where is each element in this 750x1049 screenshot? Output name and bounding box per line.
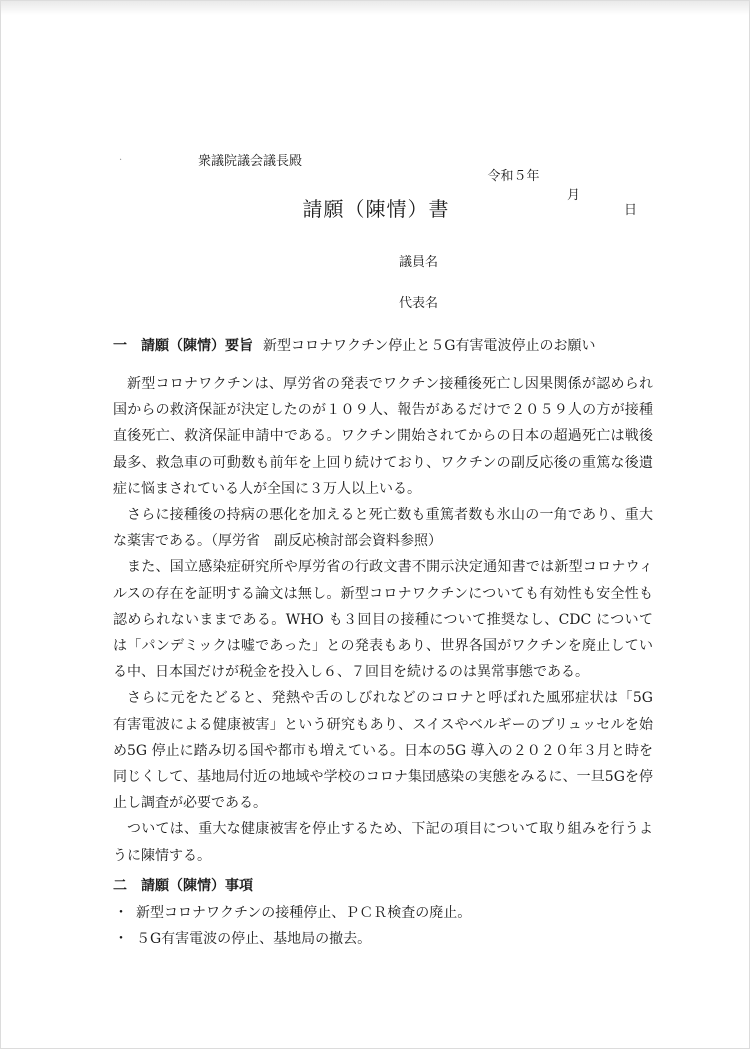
date-month: 月 — [567, 188, 581, 203]
section-1-number: 一 — [113, 338, 127, 354]
bullet: ・ — [114, 905, 128, 921]
section-1-description: 新型コロナワクチン停止と５G有害電波停止のお願い — [263, 338, 596, 354]
section-2-heading — [113, 875, 253, 895]
bullet: ・ — [114, 931, 128, 947]
paragraph-1: 新型コロナワクチンは、厚労省の発表でワクチン接種後死亡し因果関係が認められ国からの救済保証が決定したのが１０９人、報告があるだけで２０５９人の方が接種直後死亡、救済保証申請中である。ワクチン開始されてからの日本の超過死亡は戦後最多、救急車の可動数も前年を上回り続けており、ワクチンの副反応後の重篤な後遺症に悩まされている人が全国に３万人以上いる。 — [113, 376, 653, 497]
section-2-label: 請願（陳情）事項 — [141, 878, 253, 894]
date-day: 日 — [624, 203, 638, 218]
petition-body — [113, 371, 653, 869]
paragraph-5: ついては、重大な健康被害を停止するため、下記の項目について取り組みを行うように陳情する。 — [113, 821, 653, 864]
section-1-heading — [113, 335, 595, 355]
paragraph-4: さらに元をたどると、発熱や舌のしびれなどのコロナと呼ばれた風邪症状は「5G 有害電波による健康被害」という研究もあり、スイスやベルギーのブリュッセルを始め5G 停止に踏み切る国や都市も増えている。日本の5G 導入の２０２０年３月と時を同じくして、基地局付近の地域や学校のコロナ集団感染の実態をみるに、一旦5Gを停止し調査が必要である。 — [113, 690, 653, 812]
document-title: 請願（陳情）書 — [302, 197, 450, 221]
petition-items — [114, 900, 471, 952]
page-edge-shadow — [1, 1, 749, 15]
section-1-label: 請願（陳情）要旨 — [141, 338, 253, 354]
representative-label: 代表名 — [399, 296, 439, 311]
item-text: 新型コロナワクチンの接種停止、ＰＣＲ検査の廃止。 — [136, 905, 472, 921]
member-name-label: 議員名 — [399, 255, 439, 270]
item-text: ５G有害電波の停止、基地局の撤去。 — [136, 931, 372, 947]
list-item — [114, 900, 471, 926]
paragraph-2: さらに接種後の持病の悪化を加えると死亡数も重篤者数も氷山の一角であり、重大な薬害である。（厚労省 副反応検討部会資料参照） — [113, 507, 653, 550]
addressee: 衆議院議会議長殿 — [198, 154, 303, 169]
list-item — [114, 926, 471, 952]
date-era-year: 令和５年 — [487, 169, 540, 184]
scan-speck: · — [119, 155, 123, 166]
paragraph-3: また、国立感染症研究所や厚労省の行政文書不開示決定通知書では新型コロナウィルスの存在を証明する論文は無し。新型コロナワクチンについても有効性も安全性も認められないままである。WHO も３回目の接種について推奨なし、CDC については「パンデミックは嘘であった」との発表もあり、世界各国がワクチンを廃止している中、日本国だけが税金を投入し６、７回目を続けるのは異常事態である。 — [113, 559, 653, 681]
section-2-number: 二 — [113, 878, 127, 894]
